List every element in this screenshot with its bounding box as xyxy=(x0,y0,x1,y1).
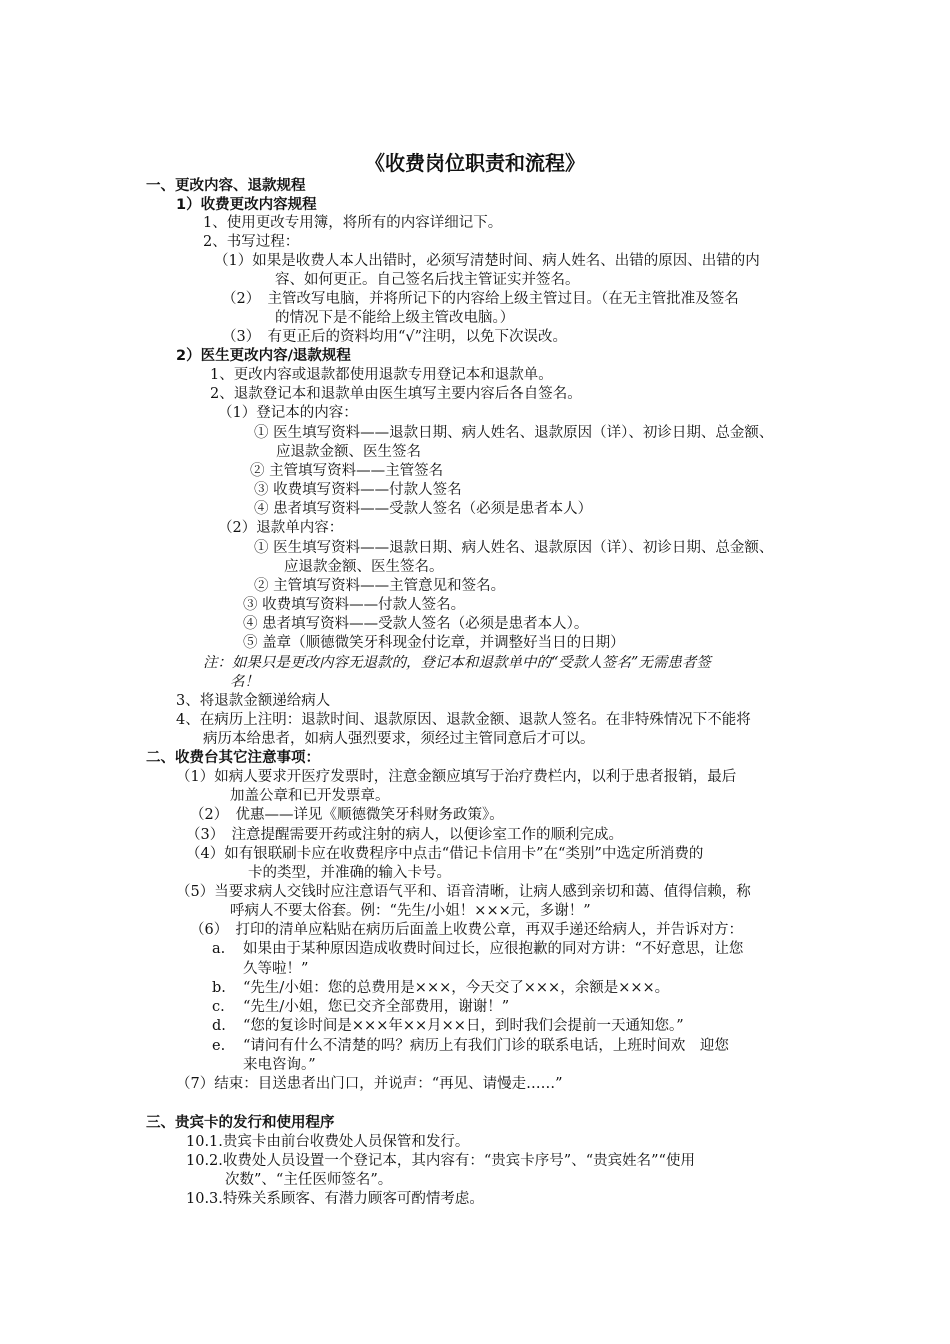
slip-item-1-line-2: 应退款金额、医生签名。 xyxy=(284,559,444,575)
subsection-2-heading: 2）医生更改内容/退款规程 xyxy=(176,348,351,364)
section-1-item-3: 3、将退款金额递给病人 xyxy=(176,693,331,709)
slip-item-2: ② 主管填写资料——主管意见和签名。 xyxy=(254,578,506,594)
sub1-point-2-line-2: 的情况下是不能给上级主管改电脑。） xyxy=(275,310,515,326)
s3-item-2-line-1: 10.2.收费处人员设置一个登记本，其内容有：“贵宾卡序号”、“贵宾姓名”“使用 xyxy=(186,1153,695,1169)
sub-item-label-e: e. xyxy=(212,1038,226,1054)
sub1-point-2-line-1: （2） 主管改写电脑，并将所记下的内容给上级主管过目。（在无主管批准及签名 xyxy=(222,291,739,307)
s3-item-1: 10.1.贵宾卡由前台收费处人员保管和发行。 xyxy=(186,1134,470,1150)
sub-item-b: “先生/小姐：您的总费用是×××，今天交了×××，余额是×××。 xyxy=(243,980,670,996)
sub-item-label-b: b. xyxy=(212,980,226,996)
s3-item-3: 10.3.特殊关系顾客、有潜力顾客可酌情考虑。 xyxy=(186,1191,484,1207)
s2-item-1-line-2: 加盖公章和已开发票章。 xyxy=(230,788,390,804)
slip-item-1-line-1: ① 医生填写资料——退款日期、病人姓名、退款原因（详）、初诊日期、总金额、 xyxy=(254,540,774,556)
slip-item-3: ③ 收费填写资料——付款人签名。 xyxy=(243,597,466,613)
s2-item-2: （2） 优惠——详见《顺德微笑牙科财务政策》。 xyxy=(190,807,504,823)
s2-item-4-line-2: 卡的类型，并准确的输入卡号。 xyxy=(248,865,451,881)
sub-item-a-line-2: 久等啦！” xyxy=(243,961,309,977)
s2-item-7: （7）结束：目送患者出门口，并说声：“再见、请慢走……” xyxy=(176,1076,563,1092)
section-1-item-4-line-1: 4、在病历上注明：退款时间、退款原因、退款金额、退款人签名。在非特殊情况下不能将 xyxy=(176,712,751,728)
register-item-2: ② 主管填写资料——主管签名 xyxy=(250,463,444,479)
sub1-point-1-line-2: 容、如何更正。自己签名后找主管证实并签名。 xyxy=(275,272,580,288)
sub-item-c: “先生/小姐，您已交齐全部费用，谢谢！” xyxy=(243,999,510,1015)
sub1-point-3: （3） 有更正后的资料均用“√”注明，以免下次误改。 xyxy=(222,329,568,345)
s2-item-5-line-1: （5）当要求病人交钱时应注意语气平和、语音清晰，让病人感到亲切和蔼、值得信赖，称 xyxy=(176,884,751,900)
s2-item-6: （6） 打印的清单应粘贴在病历后面盖上收费公章，再双手递还给病人，并告诉对方： xyxy=(190,922,743,938)
note-line-2: 名！ xyxy=(230,674,259,690)
sub-item-label-d: d. xyxy=(212,1018,226,1034)
sub-item-a-line-1: 如果由于某种原因造成收费时间过长，应很抱歉的同对方讲：“不好意思，让您 xyxy=(243,941,744,957)
page-title: 《收费岗位职责和流程》 xyxy=(365,151,585,175)
register-item-1-line-1: ① 医生填写资料——退款日期、病人姓名、退款原因（详）、初诊日期、总金额、 xyxy=(254,425,774,441)
section-1-item-4-line-2: 病历本给患者，如病人强烈要求，须经过主管同意后才可以。 xyxy=(203,731,595,747)
register-item-3: ③ 收费填写资料——付款人签名 xyxy=(254,482,462,498)
s2-item-4-line-1: （4）如有银联刷卡应在收费程序中点击“借记卡信用卡”在“类别”中选定所消费的 xyxy=(186,846,704,862)
subsection-1-heading: 1）收费更改内容规程 xyxy=(176,197,317,213)
slip-heading: （2）退款单内容： xyxy=(218,520,344,536)
sub1-point-1-line-1: （1）如果是收费人本人出错时，必须写清楚时间、病人姓名、出错的原因、出错的内 xyxy=(214,253,760,269)
register-heading: （1）登记本的内容： xyxy=(218,405,358,421)
note-line-1: 注：如果只是更改内容无退款的，登记本和退款单中的“受款人签名”无需患者签 xyxy=(203,655,711,671)
sub2-item-1: 1、更改内容或退款都使用退款专用登记本和退款单。 xyxy=(210,367,553,383)
sub-item-label-a: a. xyxy=(212,941,226,957)
sub1-item-1: 1、使用更改专用簿，将所有的内容详细记下。 xyxy=(203,215,503,231)
s2-item-3: （3） 注意提醒需要开药或注射的病人，以便诊室工作的顺利完成。 xyxy=(186,827,623,843)
sub-item-e-line-1: “请问有什么不清楚的吗？病历上有我们门诊的联系电话，上班时间欢 迎您 xyxy=(243,1038,729,1054)
section-2-heading: 二、收费台其它注意事项： xyxy=(146,750,320,766)
slip-item-5: ⑤ 盖章（顺德微笑牙科现金付讫章，并调整好当日的日期） xyxy=(243,635,625,651)
sub2-item-2: 2、退款登记本和退款单由医生填写主要内容后各自签名。 xyxy=(210,386,582,402)
register-item-4: ④ 患者填写资料——受款人签名（必须是患者本人） xyxy=(254,501,593,517)
s2-item-5-line-2: 呼病人不要太俗套。例：“先生/小姐！×××元，多谢！” xyxy=(230,903,591,919)
s2-item-1-line-1: （1）如病人要求开医疗发票时，注意金额应填写于治疗费栏内，以利于患者报销，最后 xyxy=(176,769,737,785)
section-1-heading: 一、更改内容、退款规程 xyxy=(146,178,306,194)
s3-item-2-line-2: 次数”、“主任医师签名”。 xyxy=(225,1172,393,1188)
sub-item-d: “您的复诊时间是×××年××月××日，到时我们会提前一天通知您。” xyxy=(243,1018,684,1034)
sub1-item-2: 2、书写过程： xyxy=(203,234,300,250)
section-3-heading: 三、贵宾卡的发行和使用程序 xyxy=(146,1115,335,1131)
register-item-1-line-2: 应退款金额、医生签名 xyxy=(276,444,421,460)
sub-item-label-c: c. xyxy=(212,999,225,1015)
slip-item-4: ④ 患者填写资料——受款人签名（必须是患者本人）。 xyxy=(243,616,589,632)
sub-item-e-line-2: 来电咨询。” xyxy=(243,1057,316,1073)
